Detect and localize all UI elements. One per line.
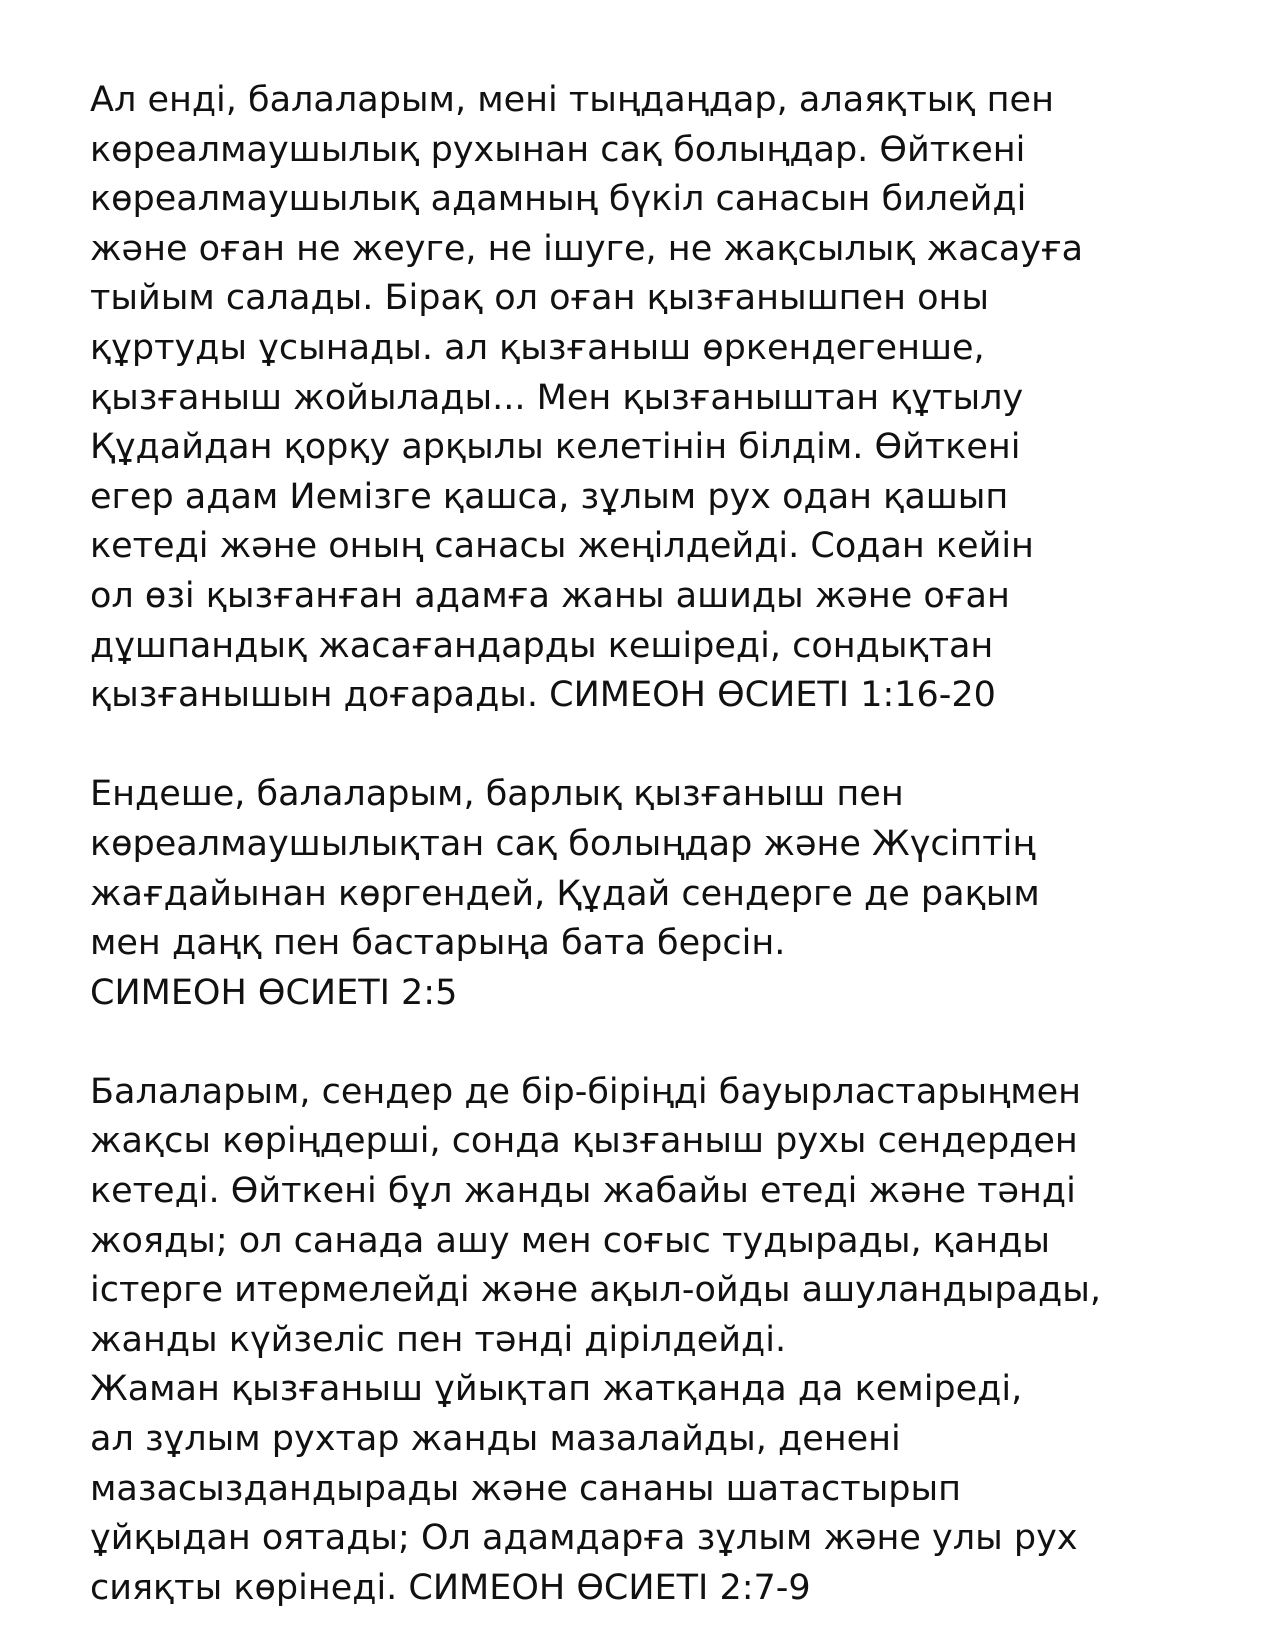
text-line: кетеді және оның санасы жеңілдейді. Содан кейін [90,526,1034,567]
text-line: мен даңқ пен бастарыңа бата берсін. [90,923,786,964]
text-line: көреалмаушылық адамның бүкіл санасын билейді [90,179,1027,220]
document-page [90,76,1250,1613]
text-line: жақсы көріңдерші, сонда қызғаныш рухы сендерден [90,1121,1078,1162]
text-line: көреалмаушылықтан сақ болыңдар және Жүсіптің [90,823,1036,864]
text-line: Ендеше, балаларым, барлық қызғаныш пен [90,774,904,815]
paragraph-spacer [90,1018,1250,1068]
paragraph-spacer [90,721,1250,771]
text-line: Ал енді, балаларым, мені тыңдаңдар, алаяқтық пен [90,80,1054,120]
text-line: қызғанышын доғарады. СИМЕОН ӨСИЕТІ 1:16-20 [90,675,996,716]
text-line: көреалмаушылық рухынан сақ болыңдар. Өйткені [90,129,1026,170]
paragraph-1 [90,76,1250,721]
text-line: ұйқыдан оятады; Ол адамдарға зұлым және улы рух [90,1518,1078,1559]
text-line: сияқты көрінеді. СИМЕОН ӨСИЕТІ 2:7-9 [90,1567,811,1608]
text-line: егер адам Иемізге қашса, зұлым рух одан қашып [90,476,1009,517]
text-line: ал зұлым рухтар жанды мазалайды, денені [90,1419,901,1460]
text-line: Балаларым, сендер де бір-біріңді бауырластарыңмен [90,1071,1082,1112]
text-line: қызғаныш жойылады... Мен қызғаныштан құтылу [90,377,1024,418]
text-line: жанды күйзеліс пен тәнді дірілдейді. [90,1319,787,1360]
text-line: СИМЕОН ӨСИЕТІ 2:5 [90,972,458,1013]
text-line: Құдайдан қорқу арқылы келетінін білдім. Өйткені [90,427,1021,468]
text-line: тыйым салады. Бірақ ол оған қызғанышпен оны [90,278,990,319]
paragraph-2 [90,770,1250,1018]
text-line: Жаман қызғаныш ұйықтап жатқанда да кеміреді, [90,1369,1023,1410]
paragraph-3 [90,1068,1250,1614]
text-line: жояды; ол санада ашу мен соғыс тудырады, қанды [90,1220,1051,1261]
text-line: мазасыздандырады және сананы шатастырып [90,1468,961,1509]
text-line: жағдайынан көргендей, Құдай сендерге де рақым [90,873,1040,914]
text-line: дұшпандық жасағандарды кешіреді, сондықтан [90,625,994,666]
text-line: ол өзі қызғанған адамға жаны ашиды және оған [90,575,1010,616]
text-line: және оған не жеуге, не ішуге, не жақсылық жасауға [90,228,1084,269]
text-line: істерге итермелейді және ақыл-ойды ашуландырады, [90,1270,1101,1311]
text-line: құртуды ұсынады. ал қызғаныш өркендегенше, [90,327,985,368]
text-line: кетеді. Өйткені бұл жанды жабайы етеді және тәнді [90,1171,1076,1212]
